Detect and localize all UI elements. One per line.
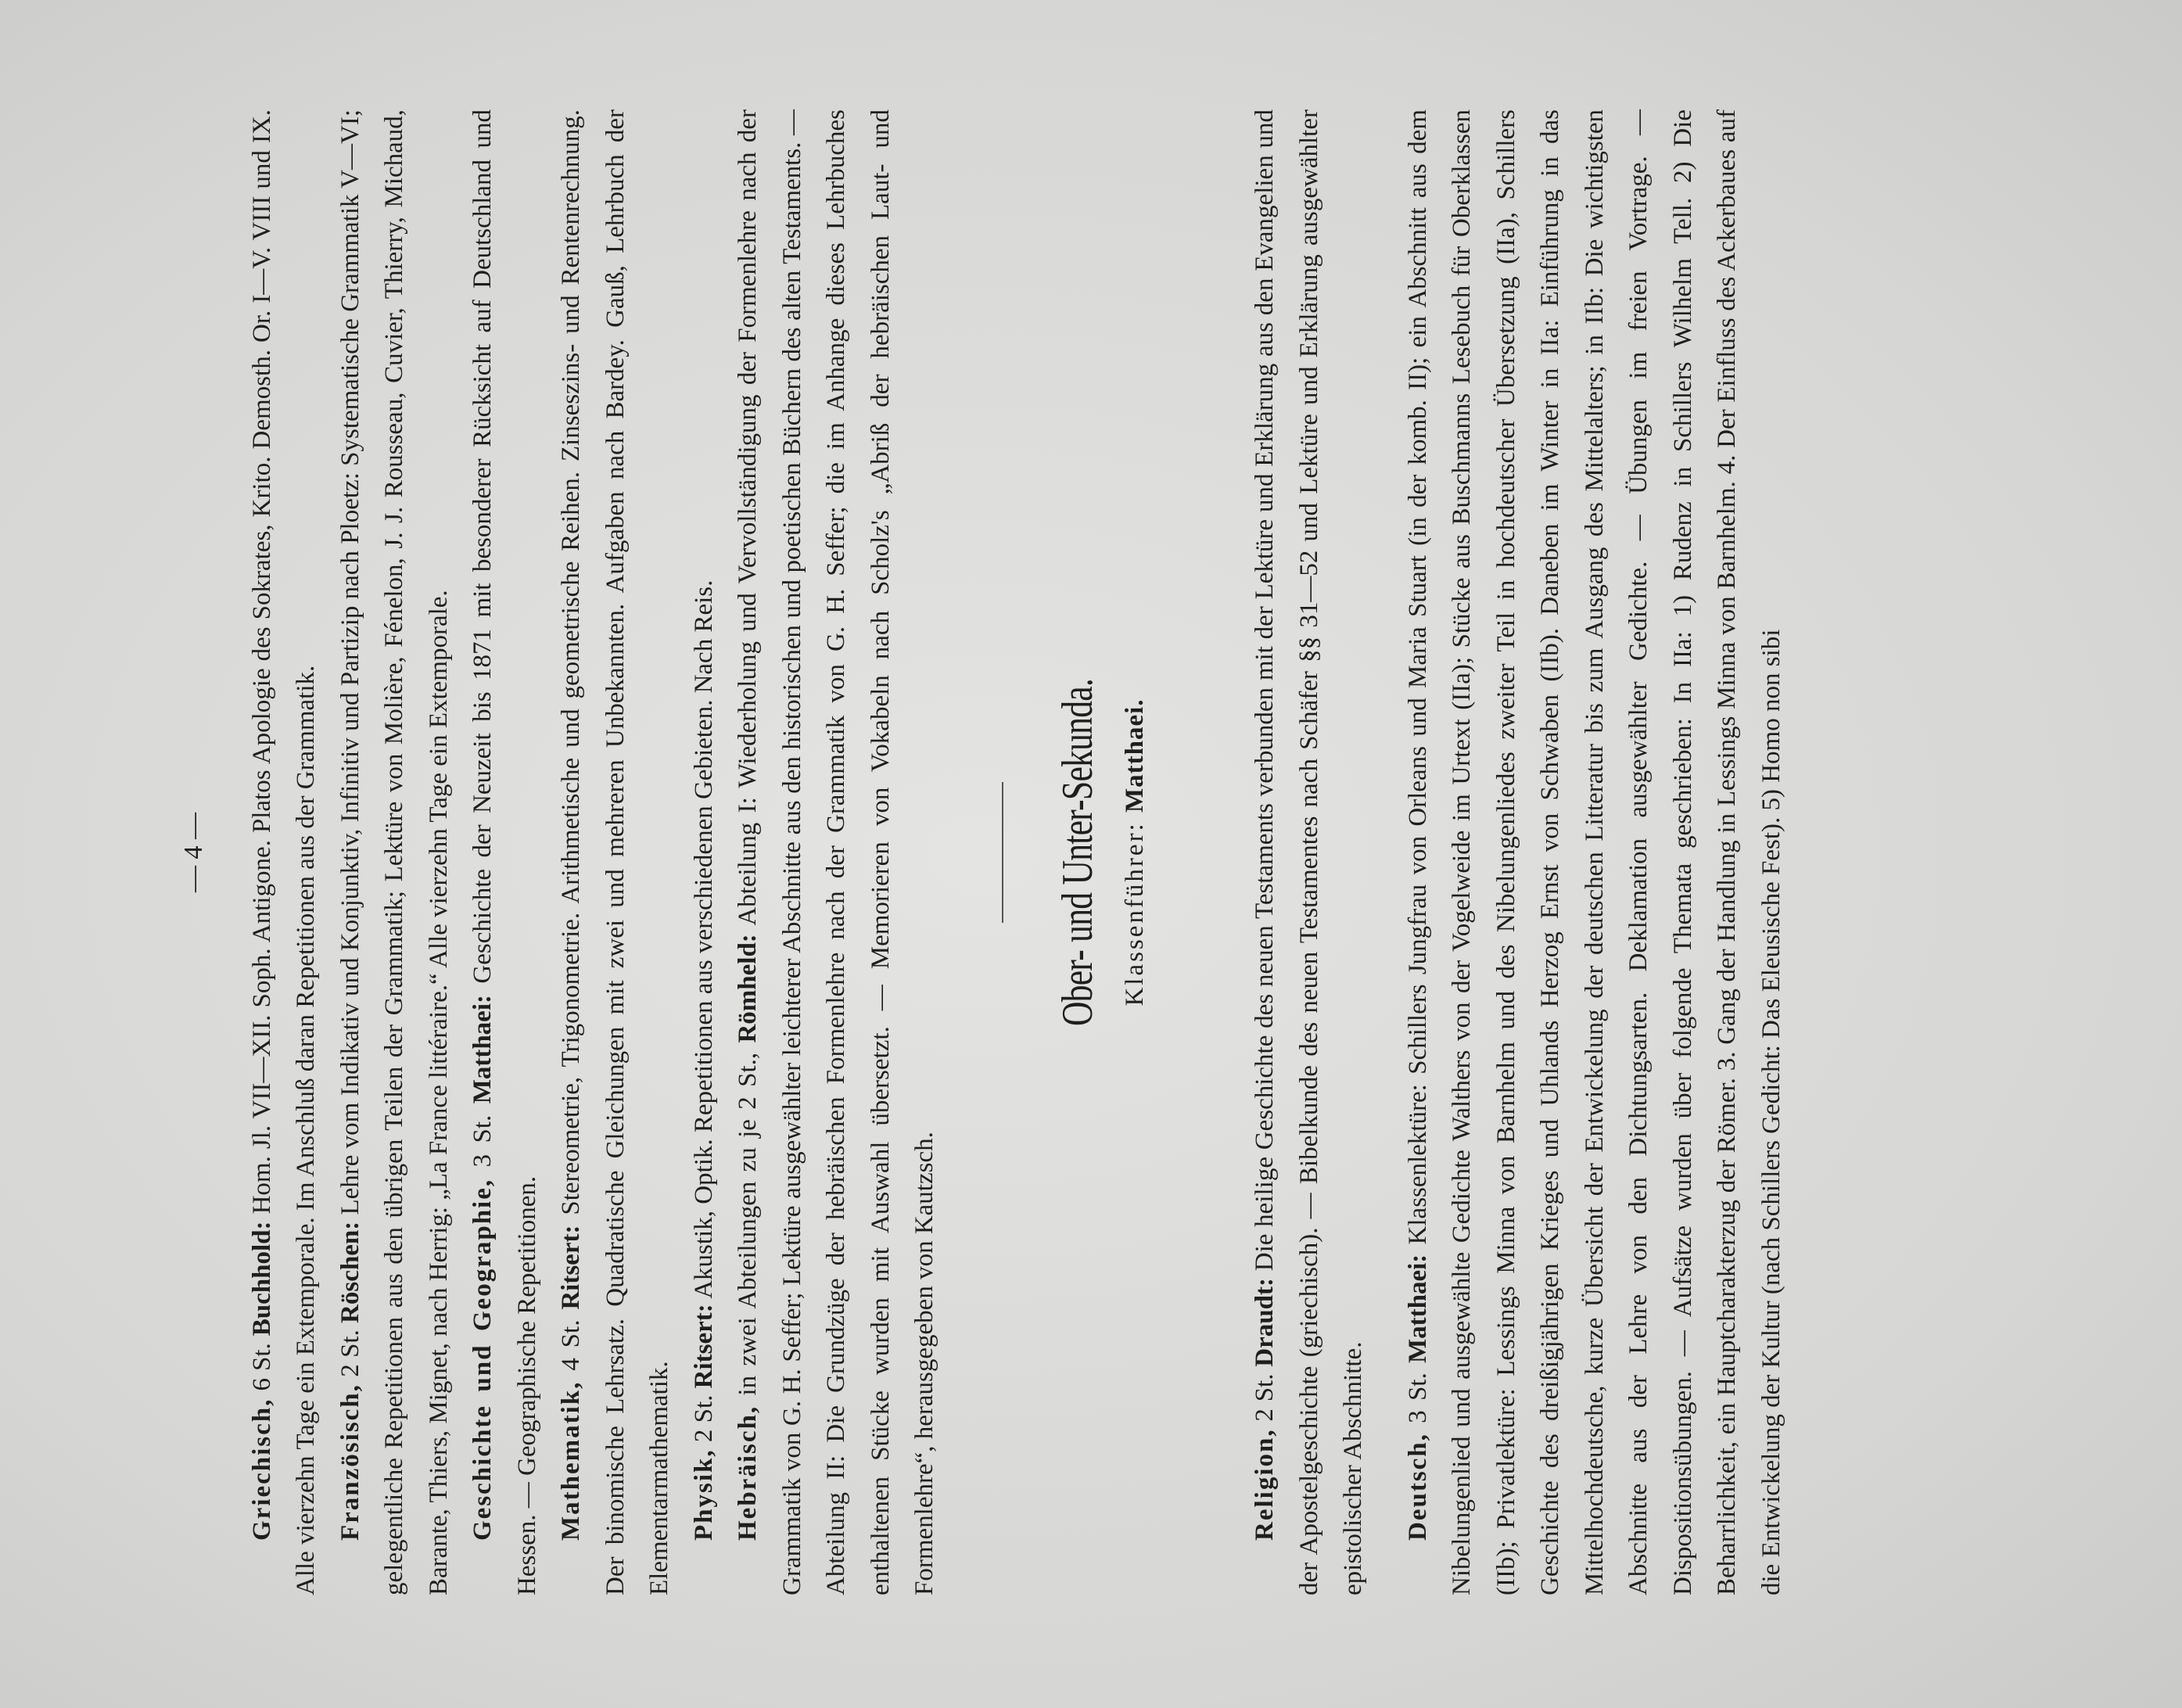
paragraph-physik [682,109,727,1595]
teacher-name: Buchhold: [247,1221,276,1337]
teacher-name: Römheld: [734,934,762,1043]
subject-label: Hebräisch, [734,1405,762,1541]
upper-section [240,109,947,1595]
paragraph-body: Lehre vom Indikativ und Konjunktiv, Infinitiv und Partizip nach Ploetz: Systematische Grammatik V—VI; gelegentliche Repetitionen aus den übrigen Teilen der Grammatik; Lektüre von Molière, Fénelon, J. J. Rousseau, Cuvier, Thierry, Michaud, Barante, Thiers, Mignet, nach Herrig: „La France littéraire.“ Alle vierzehn Tage ein Extemporale. [336,109,453,1595]
teacher-name: Matthaei: [468,995,497,1104]
paragraph-body: Die heilige Geschichte des neuen Testaments verbunden mit der Lektüre und Erklärung aus den Evangelien und der Apostelgeschichte (griechisch). — Bibelkunde des neuen Testamentes nach Schäfer §§ 31—52 und Lektüre und Erklärung ausgewählter epistolischer Abschnitte. [1251,109,1367,1595]
teacher-name: Matthaei: [1403,1254,1432,1363]
class-leader-label: Klassenführer: [1120,813,1149,1006]
section-divider [1002,782,1003,923]
class-leader-line [1113,109,1157,1595]
subject-label: Mathematik, [557,1380,585,1541]
hours-text: 3 St. [468,1103,497,1179]
teacher-name: Draudt: [1251,1278,1279,1367]
page-number: — 4 — [179,813,208,892]
subject-label: Deutsch, [1403,1433,1432,1541]
paragraph-body: Klassenlektüre: Schillers Jungfrau von Orleans und Maria Stuart (in der komb. II); ein Abschnitt aus dem Nibelungenlied und ausgewählte Gedichte Walthers von der Vogelweide im Urtext (IIa); Stücke aus Buschmanns Lesebuch für Oberklassen (IIb); Privatlektüre: Lessings Minna von Barnhelm und des Nibelungenliedes zweiter Teil in hochdeutscher Übersetzung (IIa), Schillers Geschichte des dreißigjährigen Krieges und Uhlands Herzog Ernst von Schwaben (IIb). Daneben im Winter in IIa: Einführung in das Mittelhochdeutsche, kurze Übersicht der Entwickelung der deutschen Litteratur bis zum Ausgang des Mittelalters; in IIb: Die wichtigsten Abschnitte aus der Lehre von den Dichtungsarten. Deklamation ausgewählter Gedichte. — Übungen im freien Vortrage. — Dispositionsübungen. — Aufsätze wurden über folgende Themata geschrieben: In IIa: 1) Rudenz in Schillers Wilhelm Tell. 2) Die Beharrlichkeit, ein Hauptcharakterzug der Römer. 3. Gang der Handlung in Lessings Minna von Barnhelm. 4. Der Einfluss des Ackerbaues auf die Entwickelung der Kultur (nach Schillers Gedicht: Das Eleusische Fest). 5) Homo non sibi [1403,109,1785,1595]
hours-text: 2 St. [336,1322,364,1384]
paragraph-geschichte [461,109,549,1595]
subject-label: Geschichte und Geographie, [468,1178,497,1541]
paragraph-gap [1376,109,1396,1595]
teacher-name: Ritsert: [557,1225,585,1310]
lower-section [1243,109,1793,1595]
subject-label: Französisch, [336,1383,364,1541]
document-page [172,109,2065,1595]
teacher-name: Ritsert: [689,1304,718,1389]
paragraph-mathematik [549,109,682,1595]
hours-text: 3 St. [1403,1363,1432,1434]
hours-text: in zwei Abteilungen zu je 2 St., [734,1042,762,1405]
subject-label: Religion, [1251,1428,1279,1541]
hours-text: 4 St. [557,1309,585,1381]
subject-label: Griechisch, [247,1398,276,1541]
paragraph-hebraeisch [726,109,947,1595]
paragraph-body: Geschichte der Neuzeit bis 1871 mit besonderer Rücksicht auf Deutschland und Hessen. — Geographische Repetitionen. [468,109,541,1595]
hours-text: 2 St. [1251,1366,1279,1429]
paragraph-griechisch [240,109,328,1595]
paragraph-deutsch [1396,109,1794,1595]
class-leader-name: Matthaei. [1120,698,1149,813]
paragraph-body: Stereometrie, Trigonometrie. Arithmetische und geometrische Reihen. Zinseszins- und Rentenrechnung. Der binomische Lehrsatz. Quadratische Gleichungen mit zwei und mehreren Unbekannten. Aufgaben nach Bardey. Gauß, Lehrbuch der Elementarmathematik. [557,109,673,1595]
paragraph-body: Abteilung I: Wiederholung und Vervollständigung der Formenlehre nach der Grammatik von G. H. Seffer; Lektüre ausgewählter leichterer Abschnitte aus den historischen und poetischen Büchern des alten Testaments. — Abteilung II: Die Grundzüge der hebräischen Formenlehre nach der Grammatik von G. H. Seffer; die im Anhange dieses Lehrbuches enthaltenen Stücke wurden mit Auswahl übersetzt. — Memorieren von Vokabeln nach Scholz's „Abriß der hebräischen Laut- und Formenlehre“, herausgegeben von Kautzsch. [734,109,938,1595]
paragraph-body: Hom. Jl. VII—XII. Soph. Antigone. Platos Apologie des Sokrates, Krito. Demosth. Or. I—V. VIII und IX. Alle vierzehn Tage ein Extemporale. Im Anschluß daran Repetitionen aus der Grammatik. [247,109,320,1595]
section-heading: Ober- und Unter-Sekunda. [1053,678,1102,1027]
paragraph-religion [1243,109,1376,1595]
subject-label: Physik, [689,1448,718,1541]
teacher-name: Röschen: [336,1221,364,1323]
paragraph-franzoesisch [328,109,461,1595]
paragraph-body: Akustik, Optik. Repetitionen aus verschiedenen Gebieten. Nach Reis. [689,580,718,1304]
hours-text: 2 St. [689,1388,718,1449]
hours-text: 6 St. [247,1336,276,1398]
